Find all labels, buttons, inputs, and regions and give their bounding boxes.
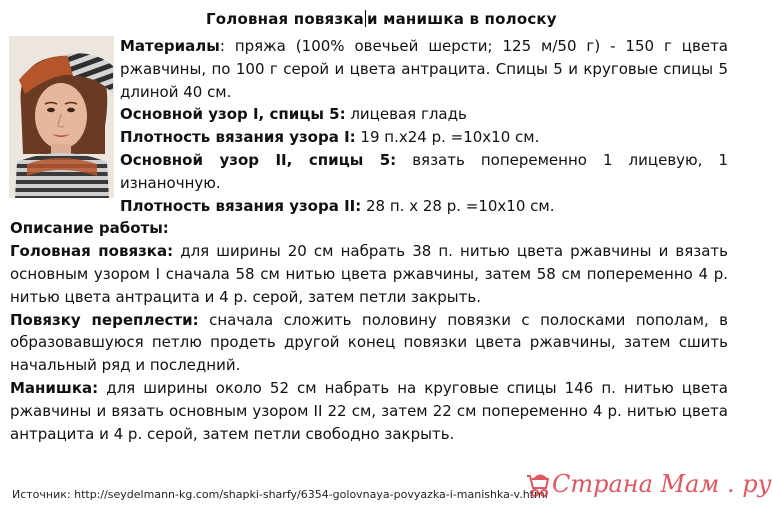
cross-label: Повязку переплести: <box>10 310 199 329</box>
headband-text: для ширины 20 см набрать 38 п. нитью цвета ржавчины и вязать основным узором I сначала 58 см нитью цвета ржавчины, затем 58 см попеременно 4 р. нитью цвета антрацита и 4 р. серой, затем петли закрыть. <box>10 242 729 306</box>
pattern2-text: вязать попеременно 1 лицевую, 1 изнаночную. <box>120 150 729 192</box>
pattern1-paragraph <box>10 103 728 126</box>
watermark <box>524 468 772 504</box>
pattern1-text: лицевая гладь <box>345 105 467 124</box>
density1-paragraph <box>10 126 728 149</box>
materials-text: : пряжа (100% овечьей шерсти; 125 м/50 г) - 150 г цвета ржавчины, по 100 г серой и цвета антрацита. Спицы 5 и круговые спицы 5 длиной 40 см. <box>120 37 728 101</box>
pattern2-label: Основной узор II, спицы 5: <box>120 150 397 169</box>
title-part-2: и манишка в полоску <box>367 10 557 28</box>
dickey-paragraph <box>10 377 728 445</box>
pattern2-paragraph <box>10 149 728 195</box>
title-part-1: Головная повязка <box>206 10 364 28</box>
page-title <box>206 10 557 28</box>
cross-paragraph <box>10 309 728 377</box>
dickey-label: Манишка: <box>10 378 99 397</box>
density2-paragraph <box>10 195 728 218</box>
source-link[interactable]: Источник: http://seydelmann-kg.com/shapki-sharfy/6354-golovnaya-povyazka-i-manishka-v.html <box>12 488 548 501</box>
stroller-logo-icon <box>524 472 550 500</box>
materials-label: Материалы <box>120 37 220 55</box>
watermark-text: Страна Мам . ру <box>552 470 772 498</box>
density2-text: 28 п. х 28 р. =10х10 см. <box>361 196 555 215</box>
work-heading-text: Описание работы: <box>10 219 169 238</box>
cross-text: сначала сложить половину повязки с полосками пополам, в образовавшуюся петлю продеть другой конец повязки цвета ржавчины, затем сшить начальный ряд и последний. <box>10 310 728 375</box>
density2-label: Плотность вязания узора II: <box>120 196 362 215</box>
work-heading <box>10 217 728 240</box>
dickey-text: для ширины около 52 см набрать на круговые спицы 146 п. нитью цвета ржавчины и вязать основным узором II 22 см, затем 22 см попеременно 4 р. нитью цвета антрацита и 4 р. серой, затем петли свободно закрыть. <box>10 378 728 443</box>
pattern-text <box>10 35 728 445</box>
headband-paragraph <box>10 240 728 308</box>
headband-label: Головная повязка: <box>10 242 174 261</box>
materials-paragraph <box>10 35 728 103</box>
pattern1-label: Основной узор I, спицы 5: <box>120 105 346 124</box>
density1-label: Плотность вязания узора I: <box>120 128 356 147</box>
text-cursor <box>365 10 366 27</box>
density1-text: 19 п.х24 р. =10х10 см. <box>355 128 540 147</box>
